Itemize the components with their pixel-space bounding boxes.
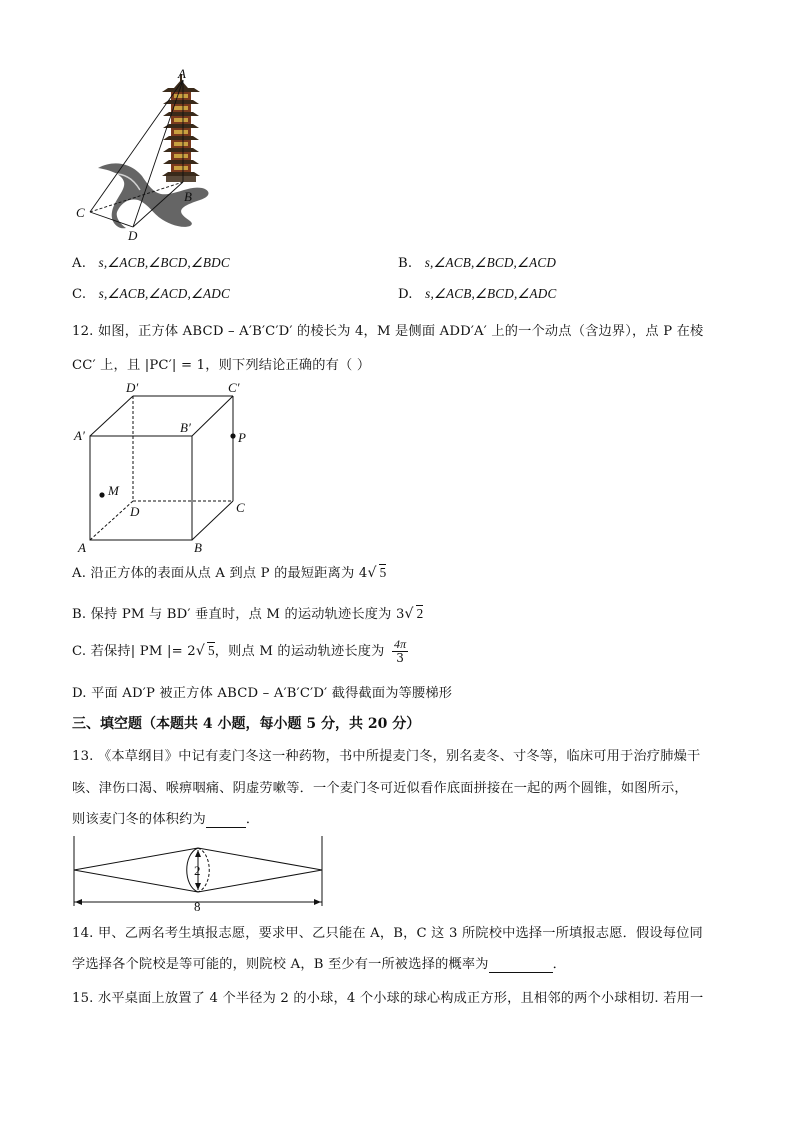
label-P: P (238, 430, 246, 445)
q12-option-d[interactable]: D. 平面 AD′P 被正方体 ABCD – A′B′C′D′ 截得截面为等腰梯形 (72, 686, 453, 701)
label-D1: D′ (126, 380, 139, 395)
q12-option-c[interactable]: C. 若保持| PM |= 2√ 5，则点 M 的运动轨迹长度为 $\frac{4\pi}{3}$ (72, 637, 407, 665)
q11-pagoda-figure (70, 64, 220, 244)
q13-line1: 13. 《本草纲目》中记有麦门冬这一种药物，书中所提麦门冬，别名麦冬、寸冬等，临床可用于治疗肺燥干 (72, 749, 701, 764)
label-C: C (236, 500, 245, 515)
label-A: A (78, 540, 86, 555)
q13-line2: 咳、津伤口渴、喉痹咽痛、阴虚劳嗽等．一个麦门冬可近似看作底面拼接在一起的两个圆锥，如图所示， (72, 781, 688, 796)
label-C1: C′ (228, 380, 240, 395)
label-A1: A′ (74, 428, 85, 443)
q14-line2: 学选择各个院校是等可能的，则院校 A，B 至少有一所被选择的概率为 ． (72, 957, 567, 972)
q12-stem-line1: 12. 如图，正方体 ABCD – A′B′C′D′ 的棱长为 4，M 是侧面 ADD′A′ 上的一个动点（含边界），点 P 在棱 (72, 324, 704, 339)
q11-option-b[interactable]: B. s,∠ACB,∠BCD,∠ACD (398, 255, 557, 271)
section-title: 三、填空题（本题共 4 小题，每小题 5 分，共 20 分） (72, 716, 421, 732)
point-P (230, 433, 235, 438)
q11-option-c[interactable]: C. s,∠ACB,∠ACD,∠ADC (72, 286, 230, 302)
fraction: $\frac{4\pi}{3}$ (393, 637, 407, 665)
q11-option-d[interactable]: D. s,∠ACB,∠BCD,∠ADC (398, 286, 557, 302)
q12-option-b[interactable]: B. 保持 PM 与 BD′ 垂直时，点 M 的运动轨迹长度为 3√ 2 (72, 606, 424, 622)
q13-cone-figure (68, 832, 330, 912)
label-M: M (108, 483, 119, 498)
q13-line3: 则该麦门冬的体积约为 ． (72, 812, 260, 827)
label-D: D (130, 504, 140, 519)
q12-option-a[interactable]: A. 沿正方体的表面从点 A 到点 P 的最短距离为 4√ 5 (72, 565, 387, 581)
label-A: A (178, 66, 186, 81)
dim-height: 2 (194, 863, 201, 878)
sqrt-value: 5 (379, 565, 387, 580)
q12-cube-figure (70, 380, 260, 555)
q14-line1: 14. 甲、乙两名考生填报志愿，要求甲、乙只能在 A，B，C 这 3 所院校中选择一所填报志愿．假设每位同 (72, 926, 703, 941)
dim-length: 8 (194, 899, 201, 912)
pagoda-icon (162, 74, 200, 182)
point-M (99, 492, 104, 497)
label-D: D (128, 228, 138, 243)
label-B: B (184, 189, 192, 204)
sqrt-value: 2 (416, 606, 424, 621)
label-B: B (194, 540, 202, 555)
label-C: C (76, 205, 85, 220)
q12-stem-line2: CC′ 上，且 |PC′| = 1，则下列结论正确的有（ ） (72, 358, 371, 373)
q11-option-a[interactable]: A. s,∠ACB,∠BCD,∠BDC (72, 255, 230, 271)
q15-line1: 15. 水平桌面上放置了 4 个半径为 2 的小球，4 个小球的球心构成正方形，且相邻的两个小球相切. 若用一 (72, 991, 704, 1006)
answer-blank[interactable] (489, 957, 553, 973)
label-B1: B′ (180, 420, 191, 435)
answer-blank[interactable] (206, 812, 246, 828)
